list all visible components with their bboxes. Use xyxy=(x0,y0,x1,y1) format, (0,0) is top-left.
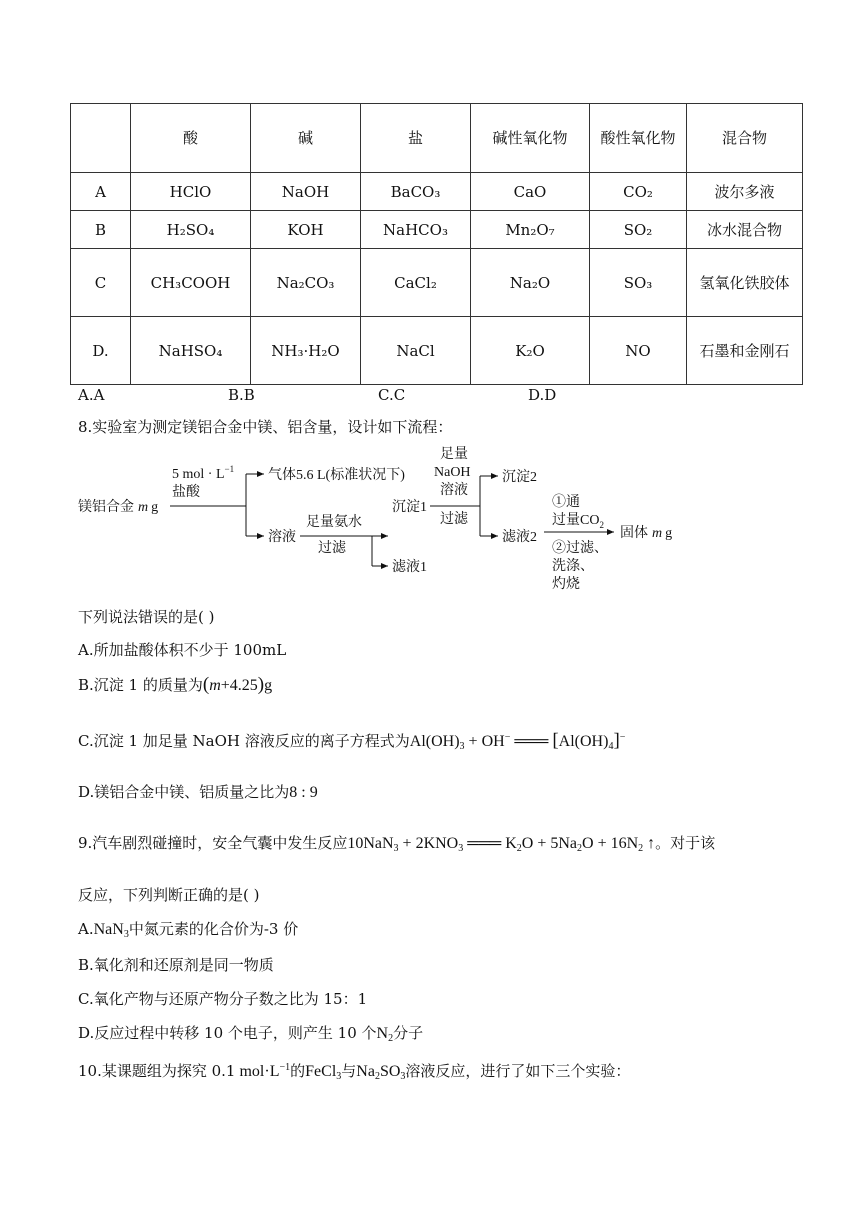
header-cell xyxy=(71,104,131,173)
option-a[interactable]: A.A xyxy=(78,386,105,404)
q9-option-b[interactable]: B.氧化剂和还原剂是同一物质 xyxy=(78,956,274,974)
q9-option-a-label: A. xyxy=(78,920,94,938)
row-label: A xyxy=(71,173,131,211)
q8-option-d[interactable] xyxy=(78,781,318,802)
header-cell: 碱性氧化物 xyxy=(471,104,590,173)
q10-stem-and: 与 xyxy=(341,1062,357,1080)
table-cell: SO₂ xyxy=(590,211,687,249)
q10-stem-de: 的 xyxy=(290,1062,306,1080)
table-row xyxy=(71,317,803,385)
flow-step-e: 灼烧 xyxy=(552,577,580,592)
row-label: C xyxy=(71,249,131,317)
flow-step-a: ①通 xyxy=(552,495,580,510)
flow-precip1: 沉淀1 xyxy=(392,500,427,515)
q9-stem xyxy=(78,832,715,854)
option-d[interactable]: D.D xyxy=(528,386,557,404)
q8-option-b-var: m xyxy=(209,677,221,694)
q9-stem-text: 9.汽车剧烈碰撞时，安全气囊中发生反应 xyxy=(78,834,348,852)
flow-reagent3-b: NaOH xyxy=(434,465,471,480)
q8-option-b-unit: g xyxy=(264,677,273,694)
table-cell: NaCl xyxy=(361,317,471,385)
table-cell: 氢氧化铁胶体 xyxy=(687,249,803,317)
table-row xyxy=(71,249,803,317)
q8-option-c-equation: $Al(OH)_3 + OH^-$ ═══ $[Al(OH)_4]^-$ xyxy=(409,730,626,752)
table-cell: CaCl₂ xyxy=(361,249,471,317)
header-cell: 碱 xyxy=(251,104,361,173)
q9-prompt: 反应，下列判断正确的是( ) xyxy=(78,886,260,904)
header-cell: 盐 xyxy=(361,104,471,173)
flow-reagent3-c: 溶液 xyxy=(440,483,468,498)
table-row xyxy=(71,173,803,211)
table-cell: 石墨和金刚石 xyxy=(687,317,803,385)
flow-step-b: 过量$CO_2$ xyxy=(552,513,604,530)
table-cell: BaCO₃ xyxy=(361,173,471,211)
flow-solution: 溶液 xyxy=(268,530,296,545)
flow-solid: 固体 m g xyxy=(620,526,673,541)
q10-stem-text: 10.某课题组为探究 0.1 xyxy=(78,1062,236,1080)
table-cell: NaHCO₃ xyxy=(361,211,471,249)
q8-option-b-value: +4.25 xyxy=(220,677,258,694)
q8-flow-diagram xyxy=(78,444,718,604)
table-cell: NaOH xyxy=(251,173,361,211)
q8-prompt: 下列说法错误的是( ) xyxy=(78,608,215,626)
q8-option-d-ratio: 8 : 9 xyxy=(289,784,318,801)
q9-option-d-tail: 分子 xyxy=(393,1024,424,1042)
table-cell: NaHSO₄ xyxy=(131,317,251,385)
flow-start: 镁铝合金 m g xyxy=(78,500,159,515)
table-cell: KOH xyxy=(251,211,361,249)
q9-option-a-formula: NaN$_3$ xyxy=(93,921,129,940)
q9-option-a-text: 中氮元素的化合价为-3 价 xyxy=(128,920,299,938)
q9-equation: $10NaN_3 + 2KNO_3$ ═══ $K_2O + 5Na_2O + 16N_2$ ↑ xyxy=(347,835,656,854)
q10-stem xyxy=(78,1060,630,1082)
table-cell: HClO xyxy=(131,173,251,211)
row-label: D. xyxy=(71,317,131,385)
q8-option-a[interactable]: A.所加盐酸体积不少于 100mL xyxy=(78,641,287,659)
table-cell: Mn₂O₇ xyxy=(471,211,590,249)
q9-option-d-formula: $N_2$ xyxy=(376,1025,394,1044)
classification-table xyxy=(70,103,803,385)
q9-option-d[interactable] xyxy=(78,1022,423,1044)
table-header-row xyxy=(71,104,803,173)
flow-reagent2: 足量氨水 xyxy=(306,515,362,530)
flow-step-c: ②过滤、 xyxy=(552,541,608,556)
table-cell: K₂O xyxy=(471,317,590,385)
q8-option-c[interactable] xyxy=(78,730,625,752)
q10-concentration-unit: $mol\cdot L^{-1}$ xyxy=(235,1062,291,1080)
table-cell: Na₂CO₃ xyxy=(251,249,361,317)
header-cell: 酸 xyxy=(131,104,251,173)
option-b[interactable]: B.B xyxy=(228,386,255,404)
q9-option-a[interactable] xyxy=(78,918,298,940)
q8-stem: 8.实验室为测定镁铝合金中镁、铝含量，设计如下流程： xyxy=(78,418,453,436)
q10-fecl3: FeCl$_3$ xyxy=(305,1063,342,1082)
table-cell: CH₃COOH xyxy=(131,249,251,317)
table-cell: CO₂ xyxy=(590,173,687,211)
q8-option-b-text: B.沉淀 1 的质量为 xyxy=(78,676,203,694)
q8-option-c-text: C.沉淀 1 加足量 NaOH 溶液反应的离子方程式为 xyxy=(78,732,410,750)
flow-reagent1: 5 mol · $L^{-1}$ xyxy=(172,464,235,482)
flow-reagent3-a: 足量 xyxy=(440,447,468,462)
q8-option-b[interactable]: B.沉淀 1 的质量为(m+4.25)g xyxy=(78,674,273,695)
q8-option-d-text: D.镁铝合金中镁、铝质量之比为 xyxy=(78,783,290,801)
table-cell: 波尔多液 xyxy=(687,173,803,211)
table-cell: NO xyxy=(590,317,687,385)
flow-step-d: 洗涤、 xyxy=(552,559,594,574)
table-cell: NH₃·H₂O xyxy=(251,317,361,385)
header-cell: 酸性氧化物 xyxy=(590,104,687,173)
q10-na2so3: $Na_2SO_3$ xyxy=(356,1063,406,1082)
table-cell: CaO xyxy=(471,173,590,211)
q9-stem-tail: 。对于该 xyxy=(655,834,716,852)
header-cell: 混合物 xyxy=(687,104,803,173)
table-cell: H₂SO₄ xyxy=(131,211,251,249)
flow-reagent3-d: 过滤 xyxy=(440,512,468,527)
flow-gas: 气体5.6 L(标准状况下) xyxy=(268,468,405,483)
option-c[interactable]: C.C xyxy=(378,386,406,404)
q7-options xyxy=(78,386,778,406)
flow-precip2: 沉淀2 xyxy=(502,470,537,485)
table-cell: SO₃ xyxy=(590,249,687,317)
q10-stem-tail: 溶液反应，进行了如下三个实验： xyxy=(405,1062,631,1080)
flow-filtrate2: 滤液2 xyxy=(502,530,537,545)
table-cell: Na₂O xyxy=(471,249,590,317)
row-label: B xyxy=(71,211,131,249)
table-cell: 冰水混合物 xyxy=(687,211,803,249)
flow-filter1: 过滤 xyxy=(318,541,346,556)
q9-option-d-text: D.反应过程中转移 10 个电子，则产生 10 个 xyxy=(78,1024,377,1042)
flow-filtrate1: 滤液1 xyxy=(392,560,427,575)
table-row xyxy=(71,211,803,249)
flow-reagent1-acid: 盐酸 xyxy=(172,485,200,500)
q9-option-c[interactable]: C.氧化产物与还原产物分子数之比为 15：1 xyxy=(78,990,368,1008)
